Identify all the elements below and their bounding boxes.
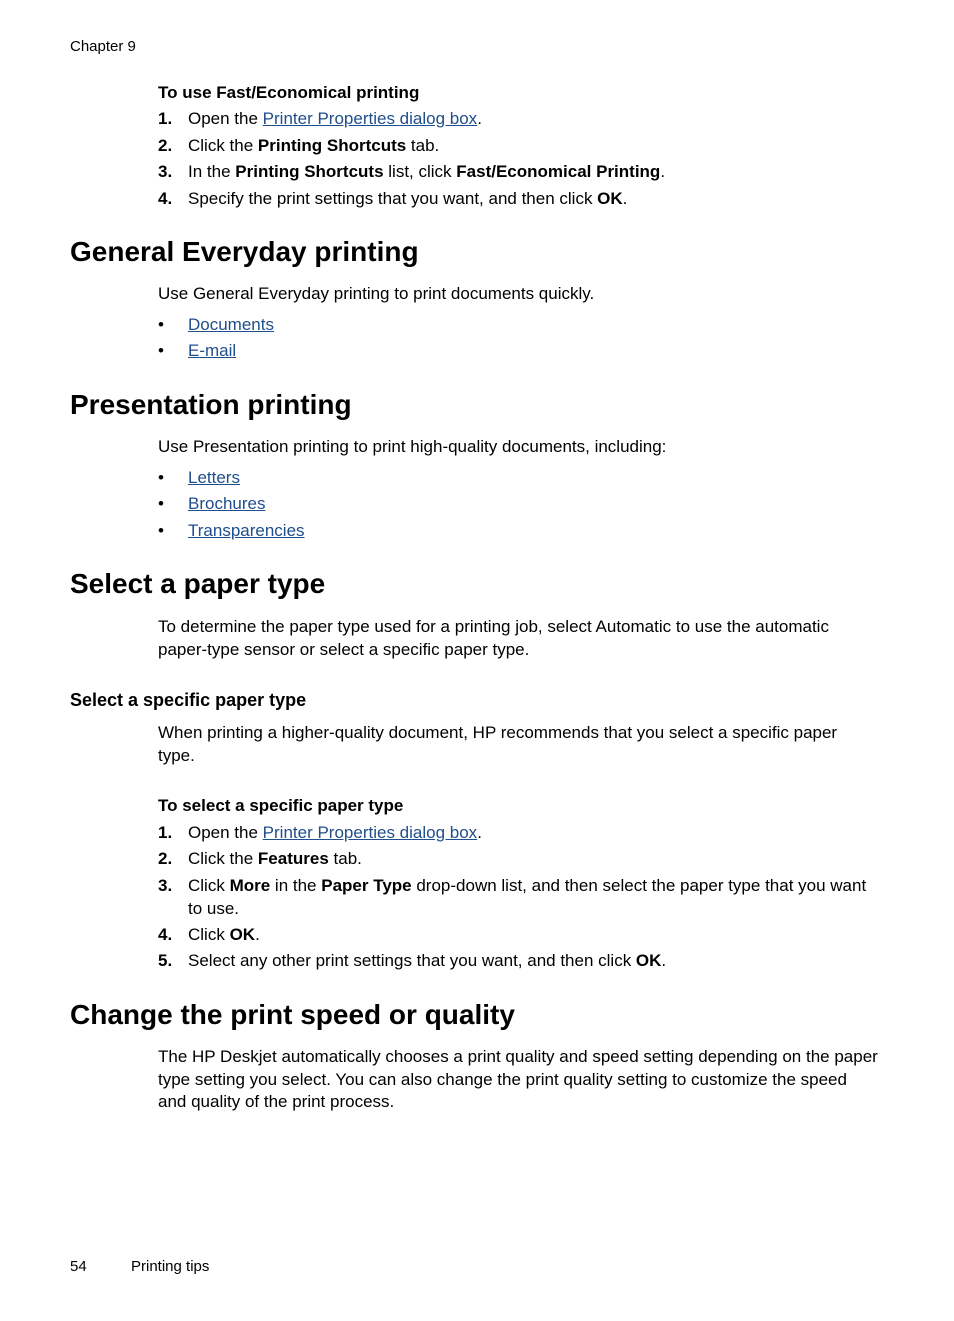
step-number: 4.: [158, 189, 173, 208]
heading-select-specific-paper-type: Select a specific paper type: [70, 690, 307, 710]
step-number: 5.: [158, 951, 173, 970]
printer-properties-link[interactable]: Printer Properties dialog box: [262, 109, 478, 128]
bullet-icon: •: [158, 494, 164, 513]
bullet-icon: •: [158, 341, 164, 360]
step-number: 3.: [158, 876, 173, 895]
procedure-title-paper: To select a specific paper type: [158, 796, 404, 815]
procedure-title-fast: To use Fast/Economical printing: [158, 83, 420, 102]
general-intro: Use General Everyday printing to print documents quickly.: [158, 284, 595, 303]
brochures-link[interactable]: Brochures: [188, 494, 266, 513]
step-number: 4.: [158, 925, 173, 944]
page-number: 54: [70, 1258, 87, 1275]
documents-link[interactable]: Documents: [188, 315, 274, 334]
heading-presentation: Presentation printing: [70, 389, 352, 420]
bullet-icon: •: [158, 468, 164, 487]
step-number: 2.: [158, 136, 173, 155]
step-number: 1.: [158, 823, 173, 842]
specific-paper-intro: When printing a higher-quality document, HP recommends that you select a specific paper type.: [158, 723, 838, 765]
step-number: 1.: [158, 109, 173, 128]
transparencies-link[interactable]: Transparencies: [188, 521, 305, 540]
step-number: 3.: [158, 162, 173, 181]
speed-intro: The HP Deskjet automatically chooses a print quality and speed setting depending on the paper type setting you select. You can also change the print quality setting to customize the speed and quality of the print process.: [158, 1047, 878, 1111]
bullet-icon: •: [158, 315, 164, 334]
heading-general-everyday: General Everyday printing: [70, 236, 419, 267]
presentation-intro: Use Presentation printing to print high-quality documents, including:: [158, 437, 667, 456]
email-link[interactable]: E-mail: [188, 341, 237, 360]
paper-type-intro: To determine the paper type used for a printing job, select Automatic to use the automatic paper-type sensor or select a specific paper type.: [158, 617, 829, 659]
heading-print-speed-quality: Change the print speed or quality: [70, 999, 515, 1030]
bullet-icon: •: [158, 521, 164, 540]
printer-properties-link[interactable]: Printer Properties dialog box: [262, 823, 478, 842]
letters-link[interactable]: Letters: [188, 468, 240, 487]
step-number: 2.: [158, 849, 173, 868]
footer-section: Printing tips: [131, 1258, 210, 1275]
chapter-header: Chapter 9: [70, 38, 136, 55]
heading-select-paper-type: Select a paper type: [70, 568, 326, 599]
